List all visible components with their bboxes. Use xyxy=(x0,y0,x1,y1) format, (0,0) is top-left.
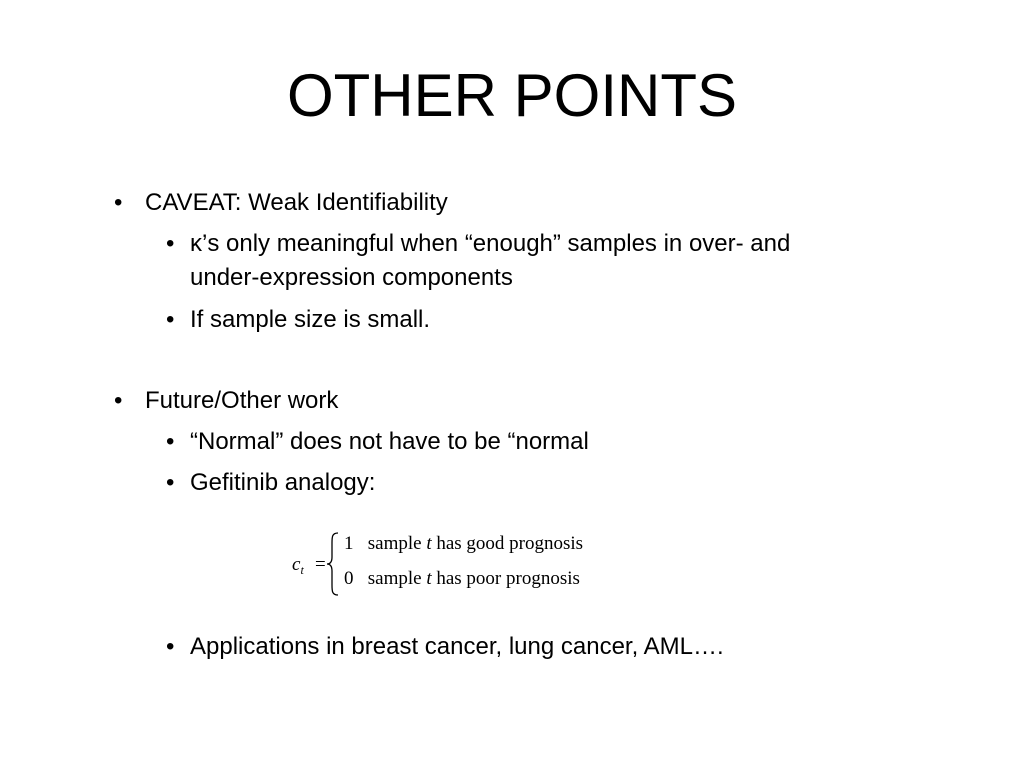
bullet-marker: • xyxy=(166,428,175,455)
bullet-marker: • xyxy=(166,306,175,333)
bullet-marker: • xyxy=(114,387,123,414)
bullet-marker: • xyxy=(166,633,175,660)
bullet-marker: • xyxy=(166,230,175,257)
bullet-marker: • xyxy=(166,469,175,496)
bullet-text: CAVEAT: Weak Identifiability xyxy=(145,189,448,216)
formula-row-poor: 0 sample t has poor prognosis xyxy=(344,568,580,589)
bullet-text-line2: under-expression components xyxy=(190,264,513,291)
subbullet-kappa xyxy=(166,227,926,295)
subbullet-applications xyxy=(166,630,724,664)
left-brace-icon xyxy=(326,531,340,597)
prognosis-formula xyxy=(290,531,650,597)
bullet-text: Future/Other work xyxy=(145,387,339,414)
bullet-text-line1: κ’s only meaningful when “enough” samples in over- and xyxy=(190,230,791,257)
bullet-text: If sample size is small. xyxy=(190,306,431,333)
bullet-text: “Normal” does not have to be “normal xyxy=(190,428,589,455)
subbullet-normal xyxy=(166,425,589,459)
bullet-future-work xyxy=(114,384,338,418)
formula-equals: = xyxy=(315,554,326,575)
bullet-caveat xyxy=(114,186,448,220)
subbullet-sample-size xyxy=(166,303,430,337)
bullet-marker: • xyxy=(114,189,123,216)
formula-lhs: $c_t$ xyxy=(292,554,304,577)
bullet-text: Applications in breast cancer, lung cancer, AML…. xyxy=(190,633,724,660)
bullet-text: Gefitinib analogy: xyxy=(190,469,376,496)
subbullet-gefitinib xyxy=(166,466,375,500)
formula-row-good: 1 sample t has good prognosis xyxy=(344,533,584,554)
slide-title: OTHER POINTS xyxy=(286,62,738,129)
